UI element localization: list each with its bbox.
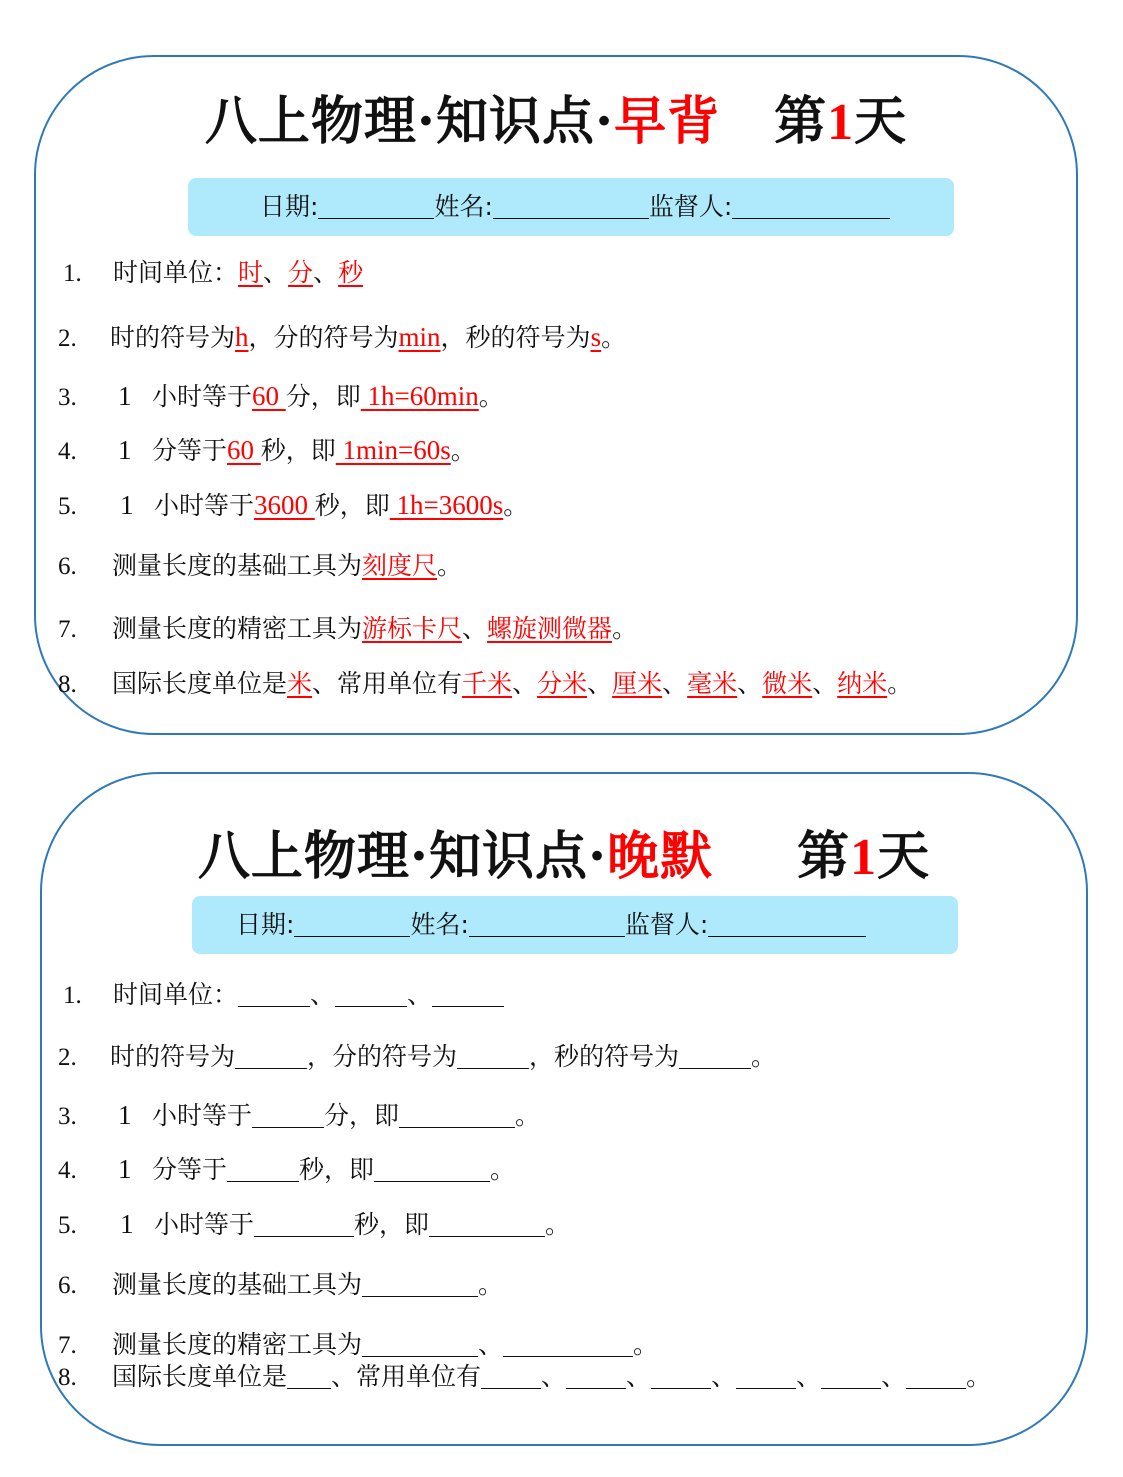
blank[interactable] xyxy=(362,1272,478,1297)
evening-q6: 6. 测量长度的基础工具为 。 xyxy=(58,1270,504,1299)
blank[interactable] xyxy=(736,1364,796,1389)
evening-q8: 8. 国际长度单位是 、常用单位有 、 、 、 、 、 。 xyxy=(58,1362,992,1391)
evening-q3: 3. 1 小时等于 分，即 。 xyxy=(58,1100,541,1130)
morning-q3: 3. 1 小时等于60 分，即 1h=60min。 xyxy=(58,381,504,411)
title-day-prefix: 第 xyxy=(774,91,828,152)
morning-info-bar xyxy=(188,178,954,236)
date-field[interactable] xyxy=(318,188,434,219)
blank[interactable] xyxy=(821,1364,881,1389)
morning-q8: 8. 国际长度单位是米、常用单位有千米、分米、厘米、毫米、微米、纳米。 xyxy=(58,669,913,698)
morning-card xyxy=(34,55,1078,735)
evening-q7: 7. 测量长度的精密工具为 、 。 xyxy=(58,1330,659,1359)
morning-title xyxy=(36,79,1076,154)
name-field[interactable] xyxy=(493,188,649,219)
blank[interactable] xyxy=(481,1364,541,1389)
blank[interactable] xyxy=(906,1364,966,1389)
blank[interactable] xyxy=(362,1332,478,1357)
title-session: 早背 xyxy=(614,91,721,152)
title-day-number: 1 xyxy=(827,94,855,151)
date-label: 日期: xyxy=(260,192,319,221)
morning-q1: 1. 时间单位：时、分、秒 xyxy=(63,258,364,287)
title-day-prefix: 第 xyxy=(797,826,851,887)
blank[interactable] xyxy=(457,1044,529,1069)
blank[interactable] xyxy=(429,1212,545,1237)
supervisor-field[interactable] xyxy=(732,188,890,219)
evening-card xyxy=(40,772,1088,1446)
title-day-suffix: 天 xyxy=(854,91,908,152)
blank[interactable] xyxy=(374,1157,490,1182)
name-label: 姓名: xyxy=(410,910,469,939)
blank[interactable] xyxy=(651,1364,711,1389)
name-field[interactable] xyxy=(469,906,625,937)
title-day-number: 1 xyxy=(850,829,878,886)
title-day-suffix: 天 xyxy=(877,826,931,887)
morning-q5: 5. 1 小时等于3600 秒，即 1h=3600s。 xyxy=(58,490,529,520)
supervisor-label: 监督人: xyxy=(624,910,709,939)
morning-q4: 4. 1 分等于60 秒，即 1min=60s。 xyxy=(58,435,476,465)
blank[interactable] xyxy=(238,982,310,1007)
evening-q2: 2. 时的符号为 ，分的符号为 ，秒的符号为 。 xyxy=(58,1042,777,1071)
blank[interactable] xyxy=(566,1364,626,1389)
evening-info-bar xyxy=(192,896,958,954)
blank[interactable] xyxy=(399,1103,515,1128)
evening-title xyxy=(42,814,1086,889)
evening-q5: 5. 1 小时等于 秒，即 。 xyxy=(58,1209,571,1239)
blank[interactable] xyxy=(227,1157,299,1182)
date-label: 日期: xyxy=(236,910,295,939)
evening-q4: 4. 1 分等于 秒，即 。 xyxy=(58,1154,516,1184)
blank[interactable] xyxy=(235,1044,307,1069)
morning-q2: 2. 时的符号为h，分的符号为min，秒的符号为s。 xyxy=(58,322,627,352)
title-prefix: 八上物理·知识点· xyxy=(204,91,615,152)
blank[interactable] xyxy=(335,982,407,1007)
blank[interactable] xyxy=(679,1044,751,1069)
blank[interactable] xyxy=(287,1364,331,1389)
date-field[interactable] xyxy=(294,906,410,937)
blank[interactable] xyxy=(503,1332,633,1357)
supervisor-label: 监督人: xyxy=(648,192,733,221)
evening-q1: 1. 时间单位： 、 、 xyxy=(63,978,504,1013)
supervisor-field[interactable] xyxy=(708,906,866,937)
blank[interactable] xyxy=(252,1103,324,1128)
blank[interactable] xyxy=(254,1212,354,1237)
morning-q6: 6. 测量长度的基础工具为刻度尺。 xyxy=(58,551,463,580)
title-prefix: 八上物理·知识点· xyxy=(197,826,608,887)
title-session: 晚默 xyxy=(607,826,714,887)
name-label: 姓名: xyxy=(434,192,493,221)
blank[interactable] xyxy=(432,982,504,1007)
morning-q7: 7. 测量长度的精密工具为游标卡尺、螺旋测微器。 xyxy=(58,614,638,643)
